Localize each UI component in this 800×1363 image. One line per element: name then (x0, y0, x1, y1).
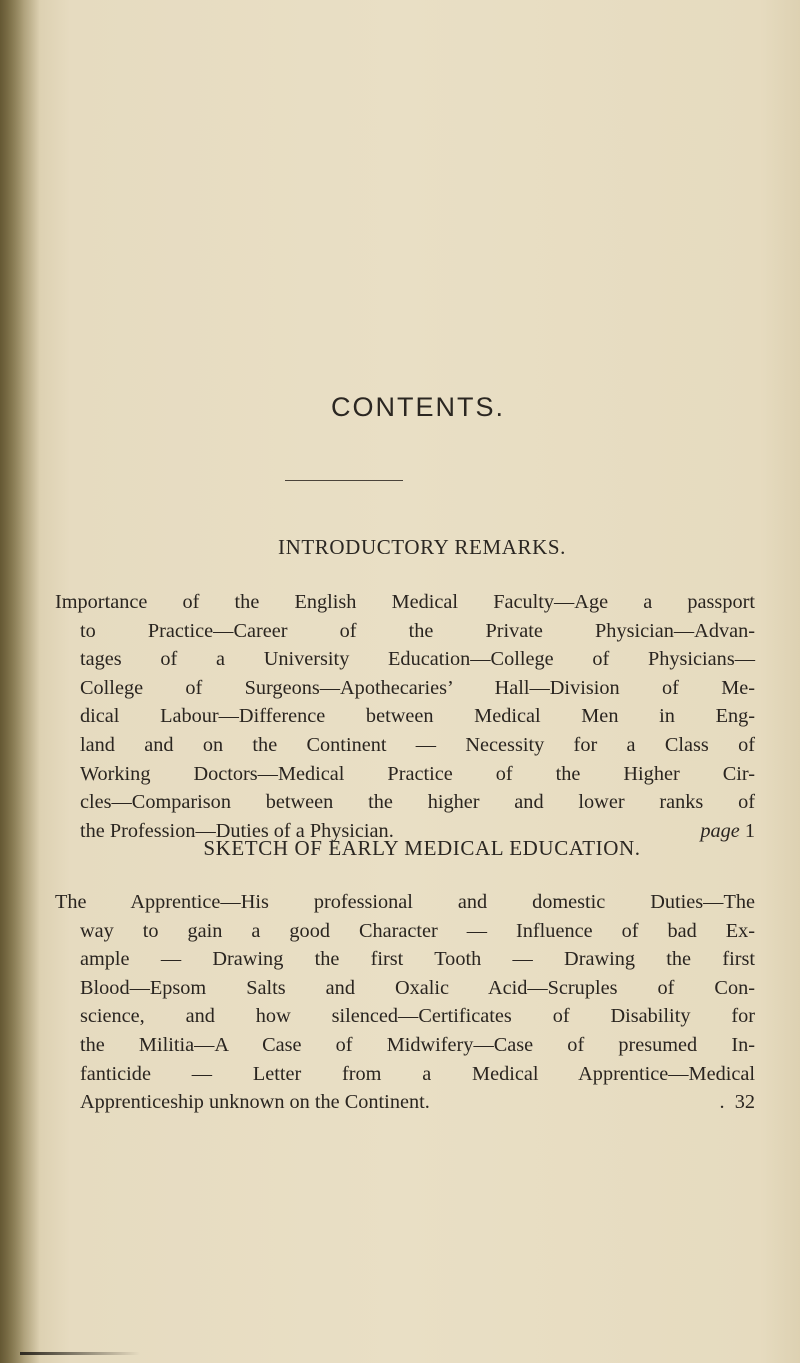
summary-line: Working Doctors—Medical Practice of the Higher Cir- (80, 762, 755, 785)
summary-line: tages of a University Education—College of Physicians— (80, 648, 755, 671)
summary-line: College of Surgeons—Apothecaries’ Hall—Division of Me- (80, 676, 755, 699)
summary-line: land and on the Continent — Necessity for a Class of (80, 733, 755, 756)
leader-dot: . (424, 1091, 430, 1114)
page-bottom-edge (20, 1352, 140, 1355)
page-title: CONTENTS. (330, 392, 505, 422)
summary-line: science, and how silenced—Certificates of Disability for (80, 1005, 755, 1028)
page-reference: . 32 (719, 1091, 755, 1114)
summary-line: way to gain a good Character — Influence of bad Ex- (80, 919, 755, 942)
section-summary-introductory (55, 588, 755, 845)
page-number: 32 (734, 1091, 755, 1114)
section-summary-early-education (55, 888, 755, 1117)
summary-line: the Militia—A Case of Midwifery—Case of presumed In- (80, 1033, 755, 1056)
summary-line: dical Labour—Difference between Medical Men in Eng- (80, 705, 755, 728)
summary-line: Importance of the English Medical Faculty—Age a passport (55, 591, 755, 613)
summary-line-final (80, 1088, 755, 1117)
summary-line: ample — Drawing the first Tooth — Drawing the first (80, 948, 755, 971)
spine-shadow (0, 0, 40, 1363)
section-heading-introductory: INTRODUCTORY REMARKS. (278, 535, 566, 559)
summary-line: Blood—Epsom Salts and Oxalic Acid—Scruples of Con- (80, 976, 755, 999)
leader-dot: . (388, 819, 394, 842)
summary-line: fanticide — Letter from a Medical Apprentice—Medical (80, 1062, 755, 1085)
summary-line-text: the Profession—Duties of a Physician (80, 819, 389, 842)
page-word: page (700, 819, 740, 842)
summary-line-text: Apprenticeship unknown on the Continent (80, 1091, 425, 1114)
summary-line: cles—Comparison between the higher and lower ranks of (80, 791, 755, 814)
section-heading-early-education: SKETCH OF EARLY MEDICAL EDUCATION. (203, 836, 641, 860)
summary-line: The Apprentice—His professional and domestic Duties—The (55, 891, 755, 913)
page-number: 1 (744, 819, 755, 842)
title-rule (285, 480, 403, 481)
summary-line: to Practice—Career of the Private Physician—Advan- (80, 619, 755, 642)
